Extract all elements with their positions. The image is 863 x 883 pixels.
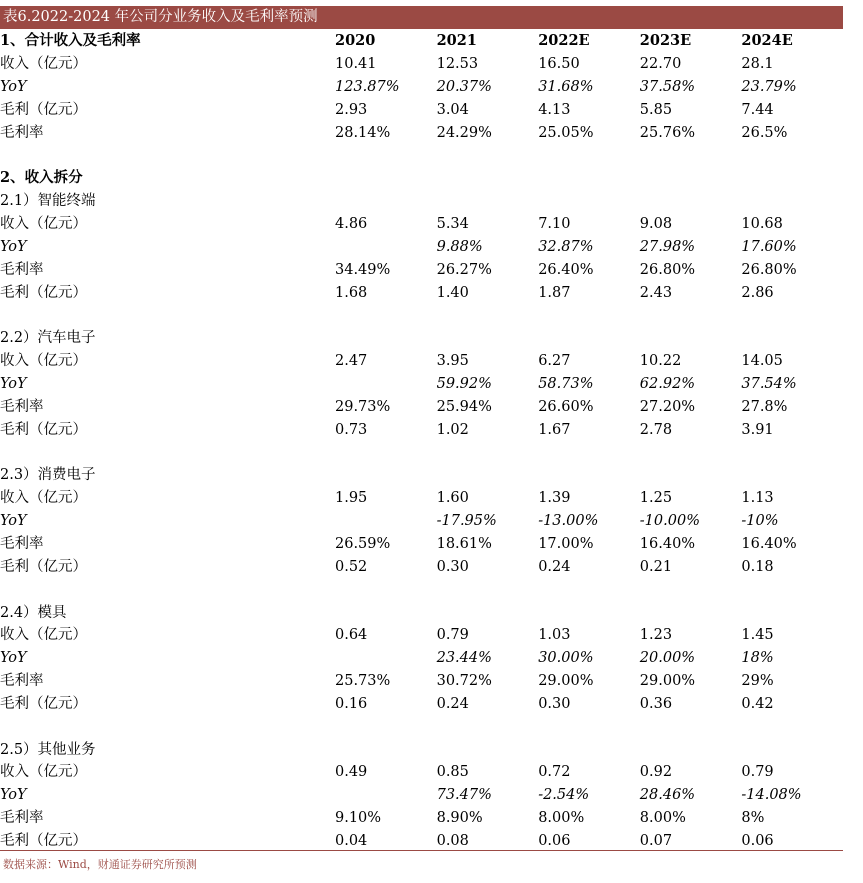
- empty-cell: [437, 738, 539, 761]
- empty-cell: [538, 304, 640, 327]
- value-cell: 5.85: [639, 101, 673, 118]
- empty-cell: [437, 578, 539, 601]
- table-row: [0, 830, 843, 853]
- empty-cell: [335, 190, 437, 213]
- value-cell: 1.40: [436, 284, 469, 301]
- value-cell: 17.60%: [741, 239, 797, 256]
- row-label: 收入（亿元）: [0, 353, 87, 370]
- empty-cell: [538, 167, 640, 190]
- value-cell: 30.00%: [538, 650, 594, 667]
- value-cell: 8.90%: [436, 810, 483, 827]
- value-cell: 27.98%: [639, 239, 696, 256]
- value-cell: [335, 784, 437, 807]
- value-cell: -17.95%: [436, 513, 497, 530]
- value-cell: 1.67: [538, 421, 571, 438]
- empty-cell: [538, 464, 640, 487]
- value-cell: 24.29%: [436, 124, 492, 141]
- header-cell-year: 2022E: [538, 32, 590, 50]
- row-label: 毛利（亿元）: [0, 421, 87, 438]
- value-cell: 27.8%: [741, 398, 788, 415]
- value-cell: 22.70: [639, 56, 682, 73]
- value-cell: 5.34: [436, 216, 469, 233]
- empty-cell: [538, 190, 640, 213]
- subsection-row: [0, 464, 843, 487]
- value-cell: -14.08%: [741, 787, 802, 804]
- value-cell: 37.54%: [741, 376, 797, 393]
- empty-cell: [741, 441, 843, 464]
- value-cell: 26.5%: [741, 124, 788, 141]
- value-cell: 2.93: [335, 101, 368, 118]
- spacer-row: [0, 304, 843, 327]
- row-label: 毛利率: [0, 261, 44, 278]
- value-cell: 28.1: [741, 56, 774, 73]
- value-cell: 73.47%: [436, 787, 492, 804]
- value-cell: 1.25: [639, 490, 673, 507]
- value-cell: 62.92%: [639, 376, 696, 393]
- table-row: [0, 350, 843, 373]
- row-label: 收入（亿元）: [0, 490, 87, 507]
- empty-cell: [335, 464, 437, 487]
- value-cell: 28.46%: [639, 787, 696, 804]
- value-cell: 0.30: [436, 558, 469, 575]
- empty-cell: [437, 304, 539, 327]
- forecast-table: [0, 30, 843, 852]
- value-cell: 0.18: [741, 558, 774, 575]
- value-cell: 8.00%: [639, 810, 686, 827]
- value-cell: 0.92: [639, 764, 673, 781]
- empty-cell: [335, 167, 437, 190]
- empty-cell: [335, 715, 437, 738]
- value-cell: 0.36: [639, 695, 673, 712]
- value-cell: 59.92%: [436, 376, 492, 393]
- empty-cell: [741, 715, 843, 738]
- value-cell: 23.44%: [436, 650, 492, 667]
- empty-cell: [437, 144, 539, 167]
- spacer-row: [0, 715, 843, 738]
- value-cell: 1.02: [436, 421, 469, 438]
- subsection-row: [0, 738, 843, 761]
- value-cell: 26.80%: [639, 261, 696, 278]
- table-row: [0, 784, 843, 807]
- table-row: [0, 53, 843, 76]
- value-cell: 26.40%: [538, 261, 594, 278]
- row-label: 毛利（亿元）: [0, 695, 87, 712]
- source-note: 数据来源：Wind，财通证券研究所预测: [3, 858, 197, 871]
- value-cell: 0.21: [639, 558, 673, 575]
- value-cell: 10.22: [639, 353, 682, 370]
- empty-cell: [335, 578, 437, 601]
- empty-cell: [538, 441, 640, 464]
- value-cell: 0.64: [335, 627, 368, 644]
- empty-cell: [437, 327, 539, 350]
- value-cell: 1.87: [538, 284, 571, 301]
- table-row: [0, 647, 843, 670]
- value-cell: 29.00%: [538, 673, 594, 690]
- empty-cell: [335, 327, 437, 350]
- value-cell: 16.40%: [639, 535, 696, 552]
- value-cell: 1.39: [538, 490, 571, 507]
- value-cell: 9.10%: [335, 810, 382, 827]
- header-cell-year: 2023E: [639, 32, 692, 50]
- value-cell: 1.68: [335, 284, 368, 301]
- row-label: 毛利（亿元）: [0, 558, 87, 575]
- value-cell: [335, 373, 437, 396]
- empty-cell: [437, 601, 539, 624]
- empty-cell: [741, 167, 843, 190]
- value-cell: 26.60%: [538, 398, 594, 415]
- value-cell: 26.80%: [741, 261, 797, 278]
- value-cell: -10%: [741, 513, 779, 530]
- value-cell: 58.73%: [538, 376, 594, 393]
- table-row: [0, 692, 843, 715]
- value-cell: 3.04: [436, 101, 469, 118]
- value-cell: [335, 510, 437, 533]
- value-cell: 31.68%: [538, 79, 594, 96]
- value-cell: 18.61%: [436, 535, 492, 552]
- table-row: [0, 99, 843, 122]
- value-cell: 4.13: [538, 101, 571, 118]
- empty-cell: [741, 578, 843, 601]
- empty-cell: [741, 304, 843, 327]
- subsection-row: [0, 601, 843, 624]
- subsection-label: 2.1）智能终端: [0, 193, 96, 210]
- value-cell: 10.68: [741, 216, 783, 233]
- value-cell: 25.05%: [538, 124, 594, 141]
- spacer-row: [0, 578, 843, 601]
- table-row: [0, 396, 843, 419]
- value-cell: 16.50: [538, 56, 580, 73]
- value-cell: 17.00%: [538, 535, 594, 552]
- empty-cell: [538, 601, 640, 624]
- table-row: [0, 555, 843, 578]
- row-label: 毛利率: [0, 673, 44, 690]
- table-row: [0, 258, 843, 281]
- value-cell: 0.79: [436, 627, 469, 644]
- empty-cell: [437, 441, 539, 464]
- row-label: 毛利率: [0, 124, 44, 141]
- value-cell: 0.24: [538, 558, 571, 575]
- table-row: [0, 807, 843, 830]
- value-cell: 29%: [741, 673, 774, 690]
- row-label: 毛利（亿元）: [0, 832, 87, 849]
- value-cell: 0.42: [741, 695, 774, 712]
- value-cell: 0.73: [335, 421, 368, 438]
- table-row: [0, 510, 843, 533]
- empty-cell: [335, 144, 437, 167]
- empty-cell: [335, 601, 437, 624]
- header-cell-year: 2020: [335, 32, 376, 50]
- empty-cell: [640, 144, 742, 167]
- value-cell: 34.49%: [335, 261, 391, 278]
- empty-cell: [538, 738, 640, 761]
- value-cell: 6.27: [538, 353, 571, 370]
- header-cell-section: 1、合计收入及毛利率: [0, 32, 141, 50]
- value-cell: 8%: [741, 810, 765, 827]
- empty-cell: [640, 738, 742, 761]
- empty-cell: [538, 144, 640, 167]
- value-cell: 30.72%: [436, 673, 492, 690]
- value-cell: 25.73%: [335, 673, 391, 690]
- value-cell: 0.04: [335, 832, 368, 849]
- value-cell: [335, 647, 437, 670]
- value-cell: -13.00%: [538, 513, 599, 530]
- value-cell: 1.45: [741, 627, 774, 644]
- value-cell: 29.73%: [335, 398, 391, 415]
- value-cell: 0.49: [335, 764, 368, 781]
- value-cell: 20.37%: [436, 79, 492, 96]
- row-label: 毛利（亿元）: [0, 101, 87, 118]
- value-cell: 2.78: [639, 421, 673, 438]
- empty-cell: [0, 715, 335, 738]
- row-label: 毛利率: [0, 398, 44, 415]
- empty-cell: [640, 327, 742, 350]
- value-cell: 1.23: [639, 627, 673, 644]
- value-cell: 10.41: [335, 56, 377, 73]
- empty-cell: [0, 304, 335, 327]
- row-label: YoY: [0, 79, 27, 96]
- empty-cell: [640, 464, 742, 487]
- value-cell: 29.00%: [639, 673, 696, 690]
- value-cell: 4.86: [335, 216, 368, 233]
- row-label: 毛利率: [0, 535, 44, 552]
- row-label: YoY: [0, 787, 27, 804]
- section-label: 2、收入拆分: [0, 169, 83, 187]
- value-cell: 7.10: [538, 216, 571, 233]
- empty-cell: [437, 167, 539, 190]
- empty-cell: [0, 578, 335, 601]
- value-cell: 1.60: [436, 490, 469, 507]
- empty-cell: [437, 715, 539, 738]
- empty-cell: [741, 464, 843, 487]
- empty-cell: [335, 738, 437, 761]
- row-label: 收入（亿元）: [0, 627, 87, 644]
- row-label: YoY: [0, 513, 27, 530]
- table-row: [0, 761, 843, 784]
- value-cell: 26.59%: [335, 535, 391, 552]
- value-cell: 9.08: [639, 216, 673, 233]
- value-cell: 12.53: [436, 56, 479, 73]
- empty-cell: [640, 441, 742, 464]
- value-cell: 0.72: [538, 764, 571, 781]
- table-row: [0, 487, 843, 510]
- value-cell: 20.00%: [639, 650, 696, 667]
- empty-cell: [437, 190, 539, 213]
- value-cell: 37.58%: [639, 79, 696, 96]
- value-cell: 0.79: [741, 764, 774, 781]
- table-row: [0, 418, 843, 441]
- value-cell: 0.52: [335, 558, 368, 575]
- value-cell: 27.20%: [639, 398, 696, 415]
- empty-cell: [437, 464, 539, 487]
- value-cell: -2.54%: [538, 787, 590, 804]
- empty-cell: [640, 190, 742, 213]
- table-row: [0, 76, 843, 99]
- spacer-row: [0, 144, 843, 167]
- value-cell: 0.16: [335, 695, 368, 712]
- value-cell: 28.14%: [335, 124, 391, 141]
- header-cell-year: 2024E: [741, 32, 793, 50]
- empty-cell: [538, 578, 640, 601]
- table-row: [0, 236, 843, 259]
- row-label: 毛利率: [0, 810, 44, 827]
- bottom-rule: [0, 850, 843, 851]
- value-cell: 2.47: [335, 353, 368, 370]
- value-cell: 1.03: [538, 627, 571, 644]
- table-row: [0, 213, 843, 236]
- empty-cell: [741, 327, 843, 350]
- table-title: 表6.2022-2024 年公司分业务收入及毛利率预测: [0, 6, 843, 29]
- empty-cell: [640, 578, 742, 601]
- value-cell: 2.43: [639, 284, 673, 301]
- spacer-row: [0, 441, 843, 464]
- row-label: YoY: [0, 650, 27, 667]
- row-label: YoY: [0, 376, 27, 393]
- value-cell: 8.00%: [538, 810, 585, 827]
- value-cell: 18%: [741, 650, 774, 667]
- empty-cell: [335, 441, 437, 464]
- empty-cell: [741, 190, 843, 213]
- value-cell: 0.06: [538, 832, 571, 849]
- value-cell: 7.44: [741, 101, 774, 118]
- subsection-row: [0, 327, 843, 350]
- subsection-label: 2.5）其他业务: [0, 741, 96, 758]
- empty-cell: [0, 144, 335, 167]
- table-row: [0, 670, 843, 693]
- value-cell: 0.85: [436, 764, 469, 781]
- empty-cell: [0, 441, 335, 464]
- table-row: [0, 121, 843, 144]
- table-row: [0, 281, 843, 304]
- value-cell: 1.95: [335, 490, 368, 507]
- value-cell: 14.05: [741, 353, 783, 370]
- value-cell: 9.88%: [436, 239, 483, 256]
- value-cell: 0.24: [436, 695, 469, 712]
- empty-cell: [741, 144, 843, 167]
- row-label: 毛利（亿元）: [0, 284, 87, 301]
- subsection-row: [0, 190, 843, 213]
- empty-cell: [538, 715, 640, 738]
- section-row: [0, 167, 843, 190]
- table-row: [0, 533, 843, 556]
- subsection-label: 2.3）消费电子: [0, 467, 96, 484]
- value-cell: -10.00%: [639, 513, 700, 530]
- header-cell-year: 2021: [436, 32, 477, 50]
- value-cell: 0.06: [741, 832, 774, 849]
- value-cell: 23.79%: [741, 79, 797, 96]
- value-cell: 25.94%: [436, 398, 492, 415]
- value-cell: 123.87%: [335, 79, 400, 96]
- empty-cell: [741, 738, 843, 761]
- subsection-label: 2.4）模具: [0, 604, 67, 621]
- value-cell: 0.07: [639, 832, 673, 849]
- value-cell: 3.91: [741, 421, 774, 438]
- value-cell: 0.08: [436, 832, 469, 849]
- value-cell: 0.30: [538, 695, 571, 712]
- row-label: 收入（亿元）: [0, 216, 87, 233]
- value-cell: 32.87%: [538, 239, 594, 256]
- empty-cell: [640, 715, 742, 738]
- empty-cell: [538, 327, 640, 350]
- value-cell: 3.95: [436, 353, 469, 370]
- value-cell: 2.86: [741, 284, 774, 301]
- empty-cell: [640, 304, 742, 327]
- table-row: [0, 624, 843, 647]
- row-label: 收入（亿元）: [0, 56, 87, 73]
- empty-cell: [741, 601, 843, 624]
- value-cell: 26.27%: [436, 261, 492, 278]
- header-row: [0, 30, 843, 53]
- value-cell: 1.13: [741, 490, 774, 507]
- value-cell: 16.40%: [741, 535, 797, 552]
- empty-cell: [335, 304, 437, 327]
- subsection-label: 2.2）汽车电子: [0, 330, 96, 347]
- empty-cell: [640, 601, 742, 624]
- table-row: [0, 373, 843, 396]
- value-cell: 25.76%: [639, 124, 696, 141]
- row-label: 收入（亿元）: [0, 764, 87, 781]
- row-label: YoY: [0, 239, 27, 256]
- value-cell: [335, 236, 437, 259]
- empty-cell: [640, 167, 742, 190]
